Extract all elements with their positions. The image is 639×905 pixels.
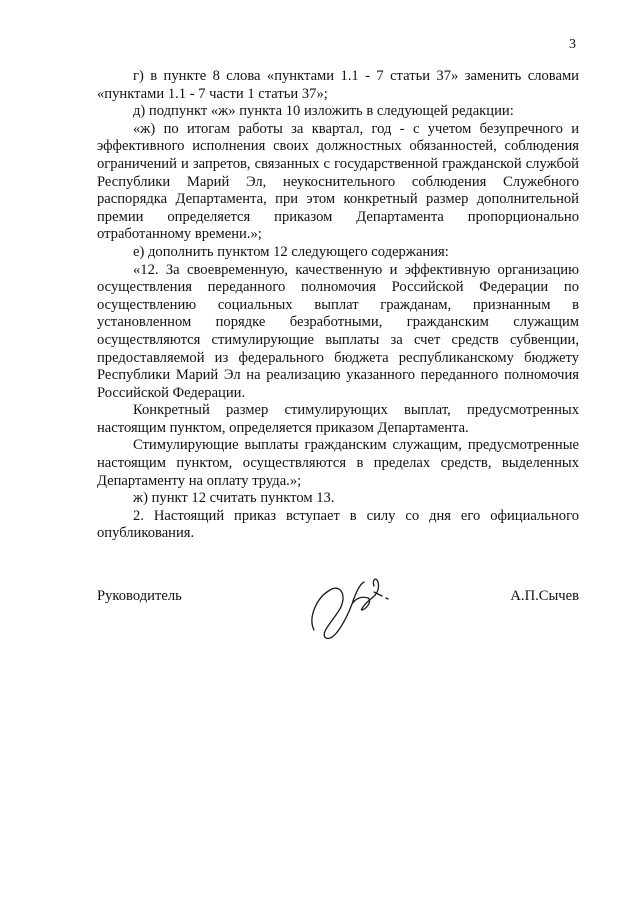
paragraph-item-e: е) дополнить пунктом 12 следующего содержания: xyxy=(133,243,449,260)
paragraph-item-d: д) подпункт «ж» пункта 10 изложить в следующей редакции: xyxy=(133,103,514,120)
page-number: 3 xyxy=(569,37,576,52)
signatory-role: Руководитель xyxy=(97,588,182,604)
signature-block xyxy=(97,588,579,658)
paragraph-subitem-zh: «ж) по итогам работы за квартал, год - с учетом безупречного и эффективного исполнения своих должностных обязанностей, соблюдения ограничений и запретов, связанных с государственной гражданской службой Республики Марий Эл, неукоснительного соблюдения Служебного распорядка Департамента, при этом конкретный размер дополнительной премии определяется приказом Департамента пропорционально отработанному времени.»; xyxy=(97,120,579,243)
paragraph-point-12-funding: Стимулирующие выплаты гражданским служащим, предусмотренные настоящим пунктом, осуществляются в пределах средств, выделенных Департаменту на оплату труда.»; xyxy=(97,437,579,489)
handwritten-signature xyxy=(302,568,402,648)
paragraph-item-g: г) в пункте 8 слова «пунктами 1.1 - 7 статьи 37» заменить словами «пунктами 1.1 - 7 части 1 статьи 37»; xyxy=(97,68,579,102)
document-body xyxy=(97,68,579,543)
paragraph-effective-date: 2. Настоящий приказ вступает в силу со дня его официального опубликования. xyxy=(97,507,579,542)
paragraph-point-12-amount: Конкретный размер стимулирующих выплат, предусмотренных настоящим пунктом, определяется приказом Департамента. xyxy=(97,402,579,436)
signatory-name: А.П.Сычев xyxy=(510,588,579,604)
paragraph-item-zh: ж) пункт 12 считать пунктом 13. xyxy=(133,490,335,507)
paragraph-point-12: «12. За своевременную, качественную и эффективную организацию осуществления переданного полномочия Российской Федерации по осуществлению социальных выплат гражданам, признанным в установленном порядке безработными, гражданским служащим осуществляются стимулирующие выплаты за счет средств субвенции, предоставляемой из федерального бюджета республиканскому бюджету Республики Марий Эл на реализацию указанного переданного полномочия Российской Федерации. xyxy=(97,261,579,401)
